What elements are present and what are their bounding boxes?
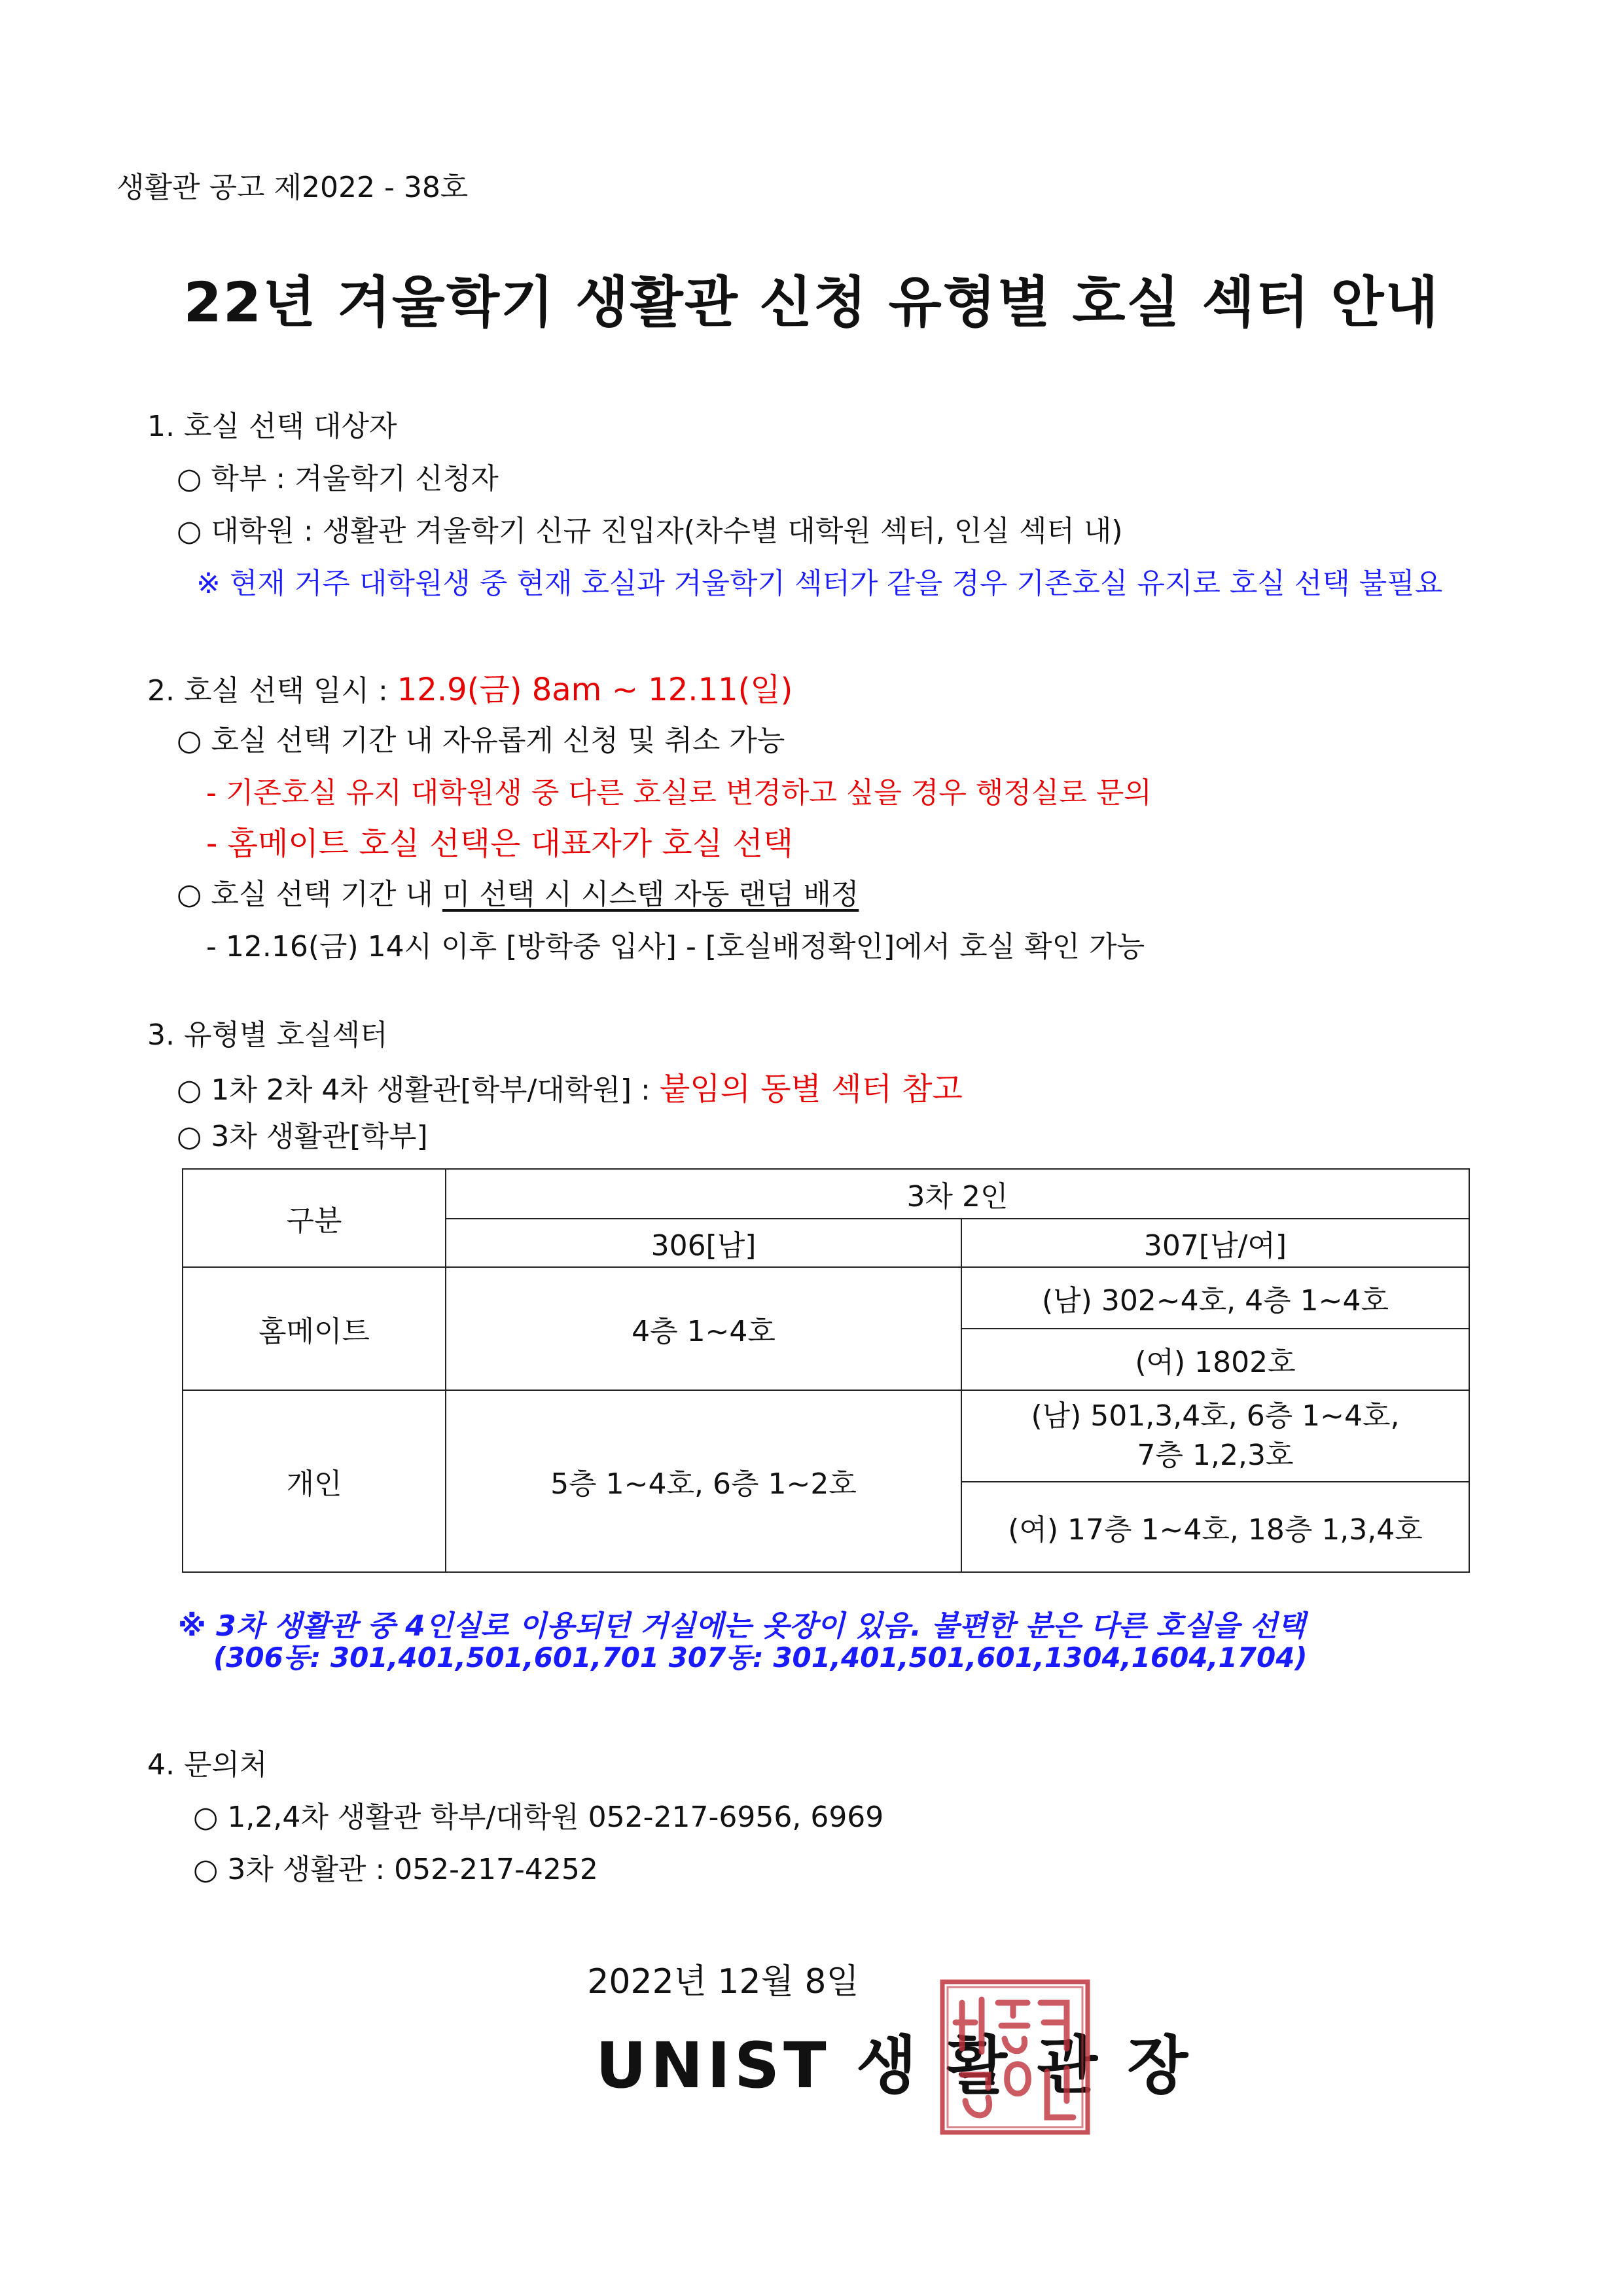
- section2-sub-check-room: - 12.16(금) 14시 이후 [방학중 입사] - [호실배정확인]에서 호실 확인 가능: [206, 930, 1145, 963]
- section1-note: ※ 현재 거주 대학원생 중 현재 호실과 겨울학기 섹터가 같을 경우 기존호실 유지로 호실 선택 불필요: [196, 567, 1443, 600]
- single-307-male-line1: (남) 501,3,4호, 6층 1~4호,: [1031, 1399, 1400, 1433]
- section1-heading: 1. 호실 선택 대상자: [147, 410, 397, 443]
- table-header-category: 구분: [183, 1169, 446, 1267]
- table-cell-homemate-307-male: (남) 302~4호, 4층 1~4호: [961, 1267, 1469, 1329]
- table-row-label-homemate: 홈메이트: [183, 1267, 446, 1390]
- section1-item-grad: ○ 대학원 : 생활관 겨울학기 신규 진입자(차수별 대학원 섹터, 인실 섹터 내): [177, 514, 1123, 548]
- wardrobe-room-list: (306동: 301,401,501,601,701 307동: 301,401,501,601,1304,1604,1704): [213, 1641, 1308, 1674]
- wardrobe-note: ※ 3차 생활관 중 4인실로 이용되던 거실에는 옷장이 있음. 불편한 분은 다른 호실을 선택: [178, 1609, 1306, 1643]
- page-title: 22년 겨울학기 생활관 신청 유형별 호실 섹터 안내: [183, 270, 1440, 334]
- section3-heading: 3. 유형별 호실섹터: [147, 1018, 388, 1052]
- organization-name: UNIST 생 활 관 장: [596, 2029, 1192, 2102]
- section3-item-dorm124: [177, 1064, 963, 1109]
- notice-number: 생활관 공고 제2022 - 38호: [116, 171, 469, 204]
- section2-item-random-label: ○ 호실 선택 기간 내: [177, 878, 442, 911]
- contact-dorm124: ○ 1,2,4차 생활관 학부/대학원 052-217-6956, 6969: [193, 1801, 884, 1834]
- table-row-label-single: 개인: [183, 1390, 446, 1572]
- section3-item-dorm124-label: ○ 1차 2차 4차 생활관[학부/대학원] :: [177, 1073, 660, 1107]
- section1-item-undergrad: ○ 학부 : 겨울학기 신청자: [177, 462, 499, 495]
- contact-dorm3: ○ 3차 생활관 : 052-217-4252: [193, 1853, 598, 1886]
- section2-item-free-apply: ○ 호실 선택 기간 내 자유롭게 신청 및 취소 가능: [177, 724, 785, 757]
- section3-item-dorm3: ○ 3차 생활관[학부]: [177, 1120, 428, 1153]
- attachment-reference: 붙임의 동별 섹터 참고: [659, 1071, 963, 1107]
- section2-sub-change-room: - 기존호실 유지 대학원생 중 다른 호실로 변경하고 싶을 경우 행정실로 문의: [206, 776, 1152, 810]
- selection-period: 12.9(금) 8am ~ 12.11(일): [397, 672, 793, 708]
- section2-heading-label: 2. 호실 선택 일시 :: [147, 674, 397, 708]
- section2-heading: [147, 664, 793, 709]
- table-cell-single-306: 5층 1~4호, 6층 1~2호: [446, 1390, 961, 1572]
- announcement-date: 2022년 12월 8일: [587, 1962, 859, 2001]
- table-cell-single-307-male: [961, 1390, 1469, 1482]
- room-sector-table: [182, 1168, 1470, 1573]
- table-header-306: 306[남]: [446, 1219, 961, 1267]
- single-307-male-line2: 7층 1,2,3호: [1137, 1439, 1294, 1472]
- section2-sub-homemate: - 홈메이트 호실 선택은 대표자가 호실 선택: [206, 825, 794, 862]
- table-header-group: 3차 2인: [446, 1169, 1469, 1219]
- table-cell-homemate-307-female: (여) 1802호: [961, 1329, 1469, 1390]
- table-header-307: 307[남/여]: [961, 1219, 1469, 1267]
- section2-item-random: [177, 870, 859, 912]
- section4-heading: 4. 문의처: [147, 1748, 268, 1782]
- official-seal-stamp: [936, 1977, 1093, 2137]
- table-cell-single-307-female: (여) 17층 1~4호, 18층 1,3,4호: [961, 1482, 1469, 1572]
- random-assignment-text: 미 선택 시 시스템 자동 랜덤 배정: [442, 878, 859, 911]
- table-cell-homemate-306: 4층 1~4호: [446, 1267, 961, 1390]
